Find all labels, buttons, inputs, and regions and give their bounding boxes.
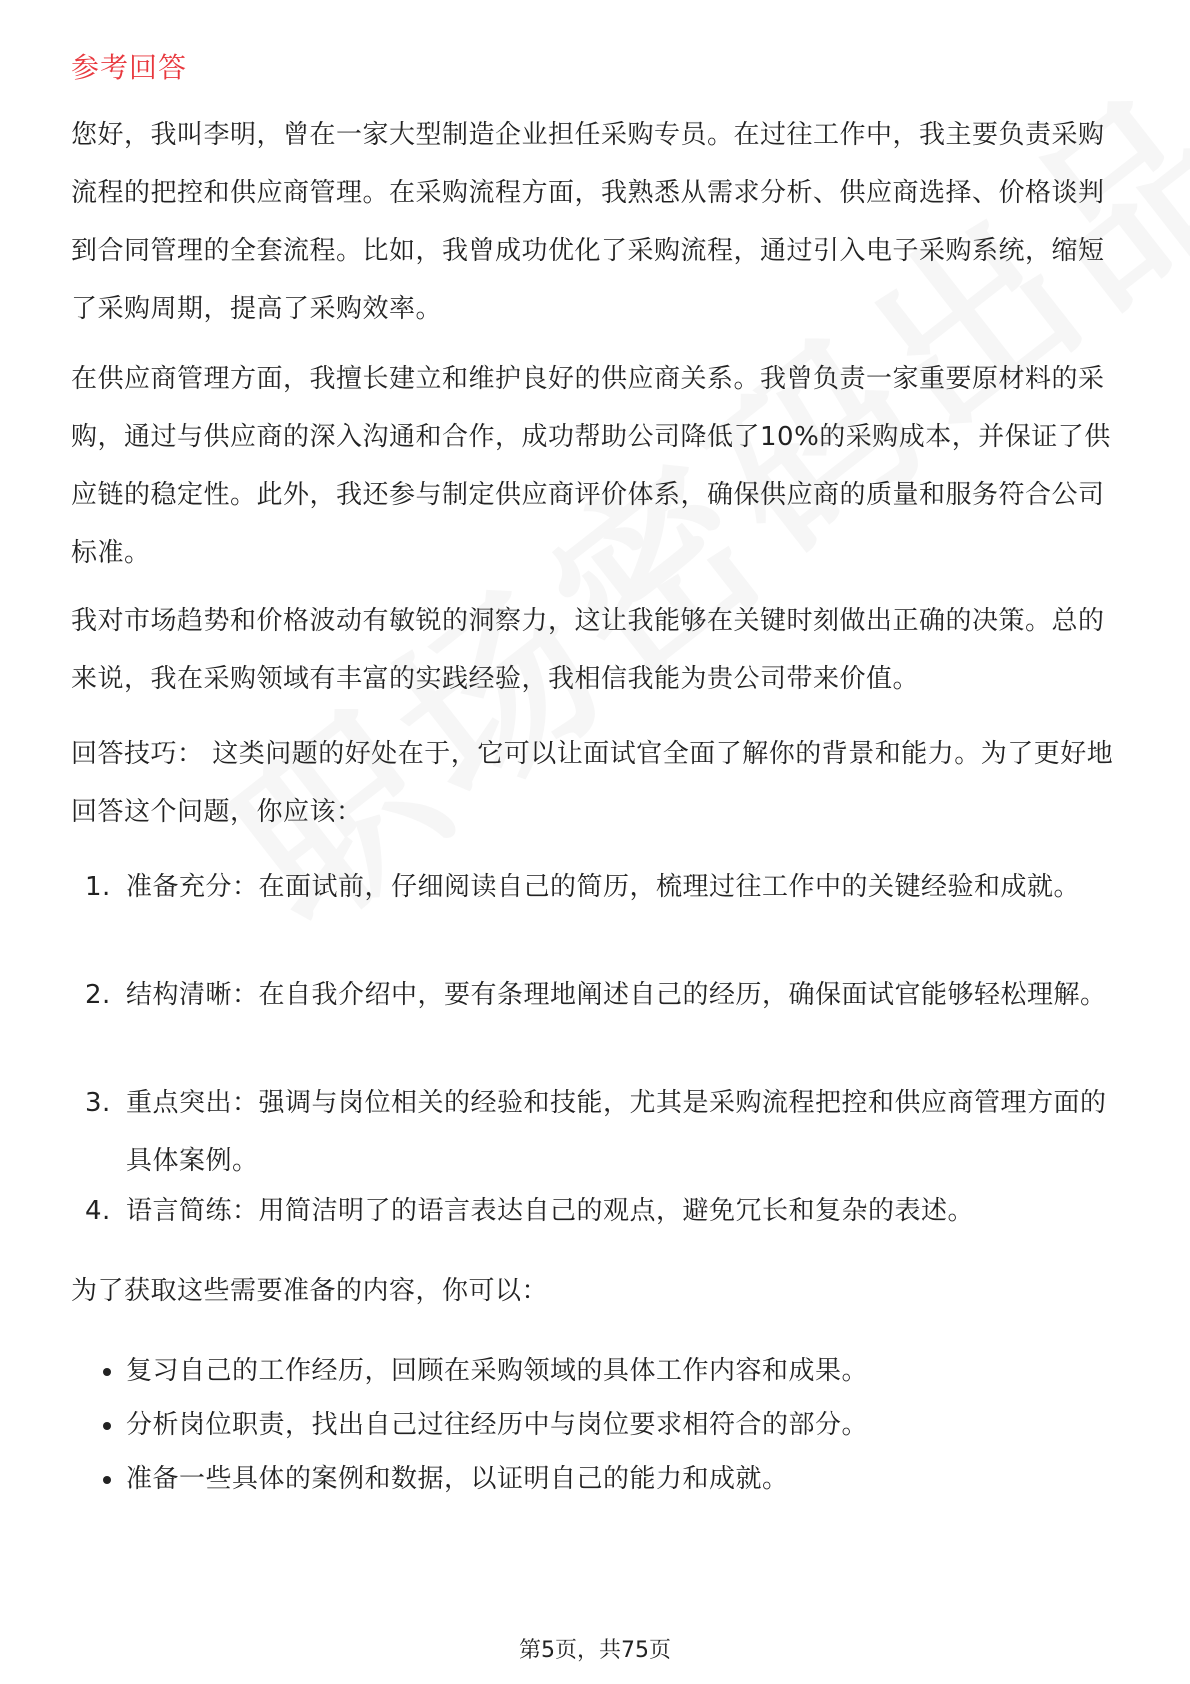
list-marker: 3. <box>85 1088 111 1118</box>
list-item-text: 结构清晰：在自我介绍中，要有条理地阐述自己的经历，确保面试官能够轻松理解。 <box>126 980 1107 1010</box>
bullet-list-item <box>71 1342 1123 1400</box>
list-item-text: 重点突出：强调与岗位相关的经验和技能，尤其是采购流程把控和供应商管理方面的具体案例。 <box>126 1088 1107 1176</box>
list-item-text: 准备一些具体的案例和数据，以证明自己的能力和成就。 <box>126 1464 789 1494</box>
prep-paragraph: 为了获取这些需要准备的内容，你可以： <box>71 1276 549 1306</box>
list-item-text: 复习自己的工作经历，回顾在采购领域的具体工作内容和成果。 <box>126 1356 869 1386</box>
list-item-text: 分析岗位职责，找出自己过往经历中与岗位要求相符合的部分。 <box>126 1410 869 1440</box>
answer-paragraph-2: 在供应商管理方面，我擅长建立和维护良好的供应商关系。我曾负责一家重要原材料的采购，通过与供应商的深入沟通和合作，成功帮助公司降低了10%的采购成本，并保证了供应链的稳定性。此外，我还参与制定供应商评价体系，确保供应商的质量和服务符合公司标准。 <box>71 364 1111 568</box>
list-item-text: 语言简练：用简洁明了的语言表达自己的观点，避免冗长和复杂的表述。 <box>126 1196 975 1226</box>
numbered-list-item <box>71 966 1123 1024</box>
page-number: 第5页，共75页 <box>519 1638 671 1663</box>
bullet-list-item <box>71 1396 1123 1454</box>
numbered-list-item <box>71 1074 1123 1190</box>
list-marker: 4. <box>85 1196 111 1226</box>
tips-paragraph: 回答技巧： 这类问题的好处在于，它可以让面试官全面了解你的背景和能力。为了更好地回答这个问题，你应该： <box>71 739 1114 827</box>
bullet-icon <box>103 1476 111 1484</box>
numbered-list-item <box>71 858 1123 916</box>
bullet-icon <box>103 1368 111 1376</box>
answer-paragraph-1: 您好，我叫李明，曾在一家大型制造企业担任采购专员。在过往工作中，我主要负责采购流程的把控和供应商管理。在采购流程方面，我熟悉从需求分析、供应商选择、价格谈判到合同管理的全套流程。比如，我曾成功优化了采购流程，通过引入电子采购系统，缩短了采购周期，提高了采购效率。 <box>71 120 1105 324</box>
bullet-list-item <box>71 1450 1123 1508</box>
numbered-list-item <box>71 1182 1123 1240</box>
list-marker: 2. <box>85 980 111 1010</box>
list-item-text: 准备充分：在面试前，仔细阅读自己的简历，梳理过往工作中的关键经验和成就。 <box>126 872 1081 902</box>
section-heading: 参考回答 <box>71 51 188 84</box>
list-marker: 1. <box>85 872 111 902</box>
answer-paragraph-3: 我对市场趋势和价格波动有敏锐的洞察力，这让我能够在关键时刻做出正确的决策。总的来说，我在采购领域有丰富的实践经验，我相信我能为贵公司带来价值。 <box>71 606 1105 694</box>
bullet-icon <box>103 1422 111 1430</box>
